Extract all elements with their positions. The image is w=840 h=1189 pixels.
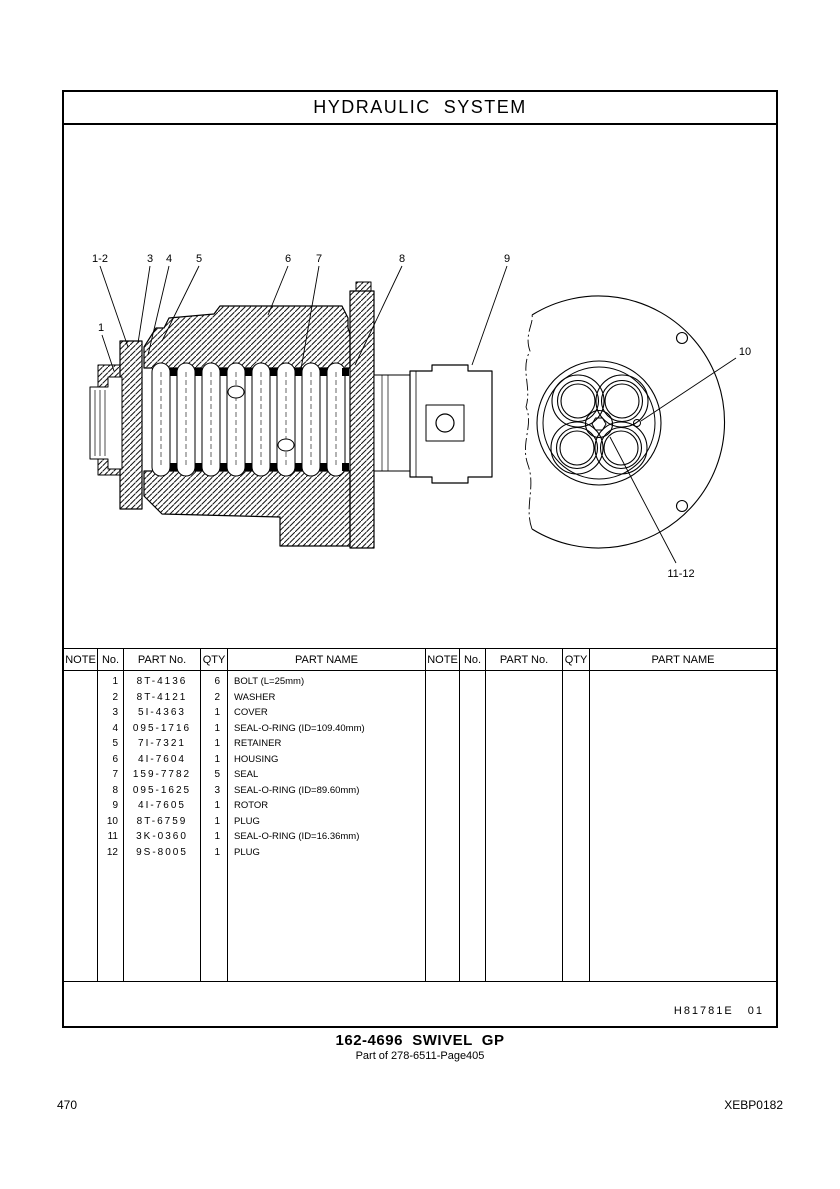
part-row-no: 11 — [107, 831, 118, 842]
part-row-no: 12 — [106, 846, 118, 858]
part-row-qty: 1 — [214, 738, 220, 749]
header-no-right: No. — [460, 649, 486, 670]
header-part-no-right: PART No. — [486, 649, 563, 670]
bolt-hole-upper — [677, 333, 688, 344]
bolt-hole-lower — [677, 501, 688, 512]
cover-plate — [120, 341, 142, 509]
header-part-name-right: PART NAME — [651, 653, 715, 666]
parts-table-header — [64, 648, 776, 671]
part-row-qty: 1 — [214, 831, 220, 842]
part-row-no: 4 — [112, 722, 118, 734]
group-title: 162-4696 SWIVEL GP — [335, 1032, 505, 1049]
header-note-left: NOTE — [64, 649, 98, 670]
part-row-part_no: 4I-7605 — [138, 800, 186, 811]
technical-diagram — [64, 125, 776, 648]
part-row-part_name: SEAL — [234, 769, 259, 780]
end-view — [525, 296, 724, 548]
header-qty-right: QTY — [563, 649, 590, 670]
header-part-no-left: PART No. — [124, 649, 201, 670]
part-row-part_name: PLUG — [234, 815, 260, 827]
part-row-qty: 2 — [214, 691, 220, 703]
column-no-right — [460, 671, 486, 981]
part-row-part_name: SEAL-O-RING (ID=89.60mm) — [234, 784, 360, 796]
housing-lower-section — [144, 471, 350, 546]
part-row-qty: 1 — [214, 753, 220, 765]
part-row-part_no: 8T-4121 — [136, 691, 188, 703]
drawing-code-band — [64, 981, 776, 1026]
part-row-part_no: 3K-0360 — [136, 831, 188, 842]
column-note-left — [64, 671, 98, 981]
part-row-part_name: ROTOR — [234, 800, 269, 811]
part-row-part_name: BOLT (L=25mm) — [234, 676, 305, 687]
column-qty-right — [563, 671, 590, 981]
port-upper — [228, 386, 244, 398]
shaft-connector — [374, 375, 410, 471]
swivel-gp-drawing — [64, 125, 776, 648]
callout-1: 1 — [97, 322, 105, 334]
part-row-part_no: 159-7782 — [132, 769, 192, 780]
part-row-no: 10 — [106, 815, 118, 827]
catalog-page-frame — [62, 90, 778, 1028]
header-part-name-left: PART NAME — [228, 649, 426, 670]
drawing-code-number: H81781E — [673, 1005, 734, 1017]
page-title: HYDRAULIC SYSTEM — [64, 92, 776, 125]
part-row-qty: 1 — [214, 707, 220, 718]
part-row-part_no: 8T-6759 — [136, 815, 188, 827]
center-hex-plug — [592, 418, 606, 430]
part-row-part_name: SEAL-O-RING (ID=109.40mm) — [234, 722, 365, 734]
column-part-name-right — [590, 671, 776, 981]
part-row-qty: 1 — [214, 800, 220, 811]
column-part-no-right — [486, 671, 563, 981]
part-row-no: 9 — [112, 800, 118, 811]
part-row-no: 2 — [112, 691, 118, 703]
part-row-qty: 3 — [214, 784, 220, 796]
column-note-right — [426, 671, 460, 981]
flange-plate — [350, 291, 374, 548]
flange-top-tab — [356, 282, 371, 291]
header-no-left: No. — [98, 649, 124, 670]
callout-6: 6 — [284, 253, 292, 265]
plug-hole — [634, 420, 641, 427]
break-line — [525, 315, 532, 529]
part-row-part_name: HOUSING — [234, 753, 279, 765]
drawing-code-revision: 01 — [747, 1005, 764, 1017]
callout-1-2: 1-2 — [92, 253, 108, 265]
part-row-qty: 5 — [214, 769, 220, 780]
rotor-ribs — [152, 363, 345, 476]
port-hole — [436, 414, 454, 432]
part-row-qty: 1 — [214, 846, 220, 858]
column-part-name-left — [228, 671, 426, 981]
part-row-part_no: 095-1625 — [132, 784, 192, 796]
page-number: 470 — [57, 1098, 78, 1112]
callout-3: 3 — [146, 253, 154, 265]
callout-7: 7 — [315, 253, 323, 265]
callout-8: 8 — [398, 253, 406, 265]
callout-4: 4 — [165, 253, 173, 265]
header-note-right: NOTE — [426, 649, 460, 670]
part-row-no: 1 — [112, 676, 118, 687]
column-part-no-left — [124, 671, 201, 981]
part-row-qty: 1 — [214, 722, 220, 734]
part-row-part_name: SEAL-O-RING (ID=16.36mm) — [234, 831, 360, 842]
part-row-part_name: COVER — [234, 707, 268, 718]
part-row-part_no: 4I-7604 — [138, 753, 186, 765]
figure-caption — [0, 1032, 840, 1062]
column-qty-left — [201, 671, 228, 981]
document-code: XEBP0182 — [724, 1098, 783, 1112]
header-qty-left: QTY — [201, 649, 228, 670]
callout-10: 10 — [738, 346, 752, 358]
parts-table-body — [64, 671, 776, 981]
column-no-left — [98, 671, 124, 981]
plate-outline — [532, 296, 725, 548]
part-row-part_no: 7I-7321 — [138, 738, 186, 749]
callout-11-12: 11-12 — [667, 568, 695, 580]
part-row-qty: 6 — [214, 676, 220, 687]
cross-section-view — [90, 282, 492, 548]
part-row-no: 7 — [112, 769, 118, 780]
part-row-part_name: PLUG — [234, 846, 260, 858]
part-row-part_no: 095-1716 — [132, 722, 192, 734]
part-row-part_name: WASHER — [234, 691, 276, 703]
part-row-qty: 1 — [214, 815, 220, 827]
part-row-no: 3 — [112, 707, 118, 718]
part-row-no: 8 — [112, 784, 118, 796]
part-row-part_no: 9S-8005 — [136, 846, 188, 858]
callout-9: 9 — [503, 253, 511, 265]
part-row-part_name: RETAINER — [234, 738, 282, 749]
part-row-part_no: 8T-4136 — [136, 676, 188, 687]
callout-5: 5 — [195, 253, 203, 265]
group-subtitle: Part of 278-6511-Page405 — [355, 1050, 485, 1062]
drawing-code — [674, 1005, 764, 1017]
part-row-no: 6 — [112, 753, 118, 765]
port-lower — [278, 439, 294, 451]
part-row-no: 5 — [112, 738, 118, 749]
part-row-part_no: 5I-4363 — [138, 707, 186, 718]
